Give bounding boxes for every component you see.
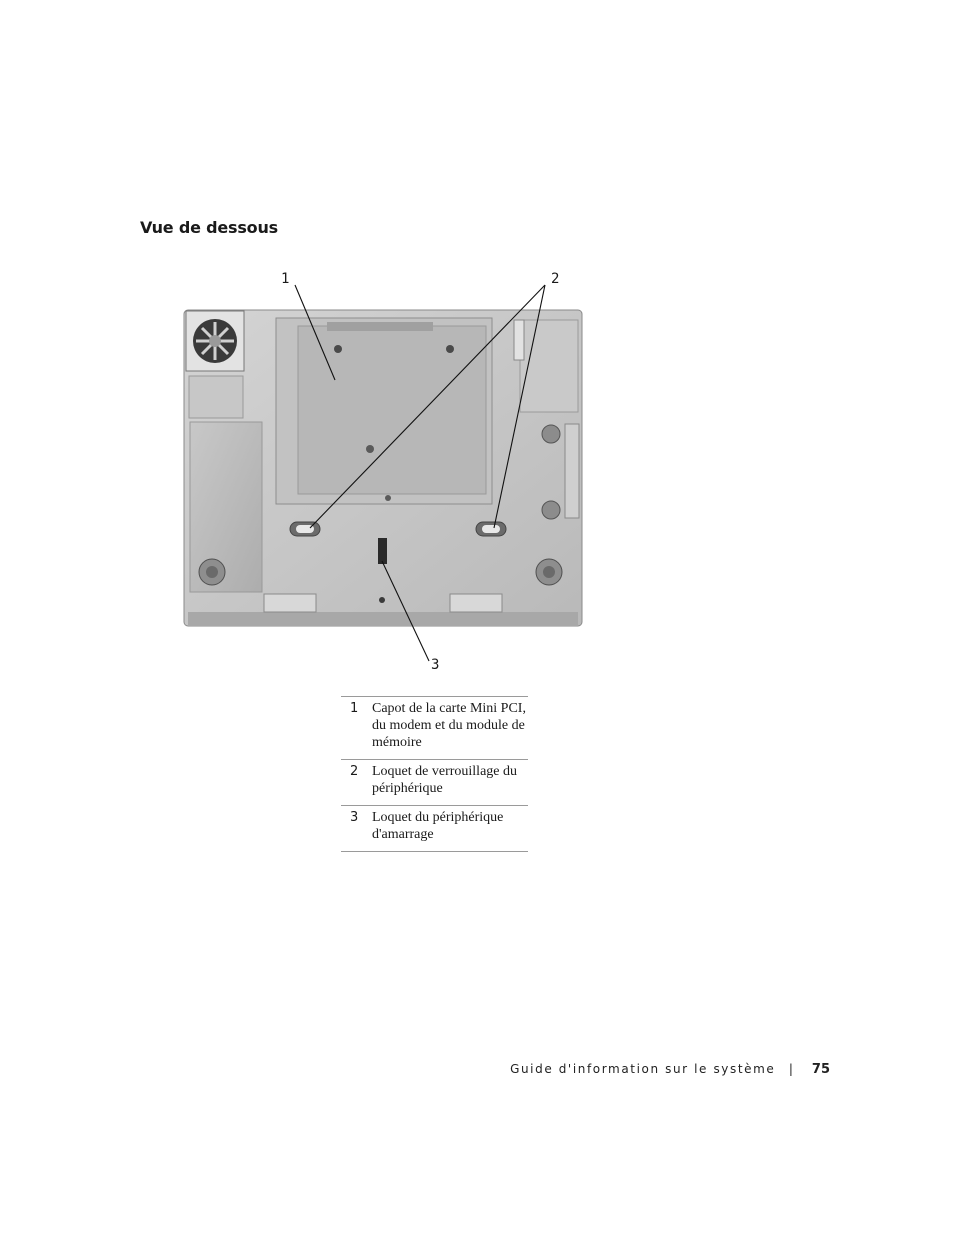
page-number: 75 xyxy=(811,1062,830,1077)
footer-guide-title: Guide d'information sur le système xyxy=(510,1062,776,1076)
legend-number: 1 xyxy=(350,701,359,716)
left-bay xyxy=(189,376,243,418)
page-footer xyxy=(510,1062,830,1077)
callout-3: 3 xyxy=(431,657,440,673)
legend-row xyxy=(341,697,528,760)
legend-row xyxy=(341,760,528,806)
callout-2: 2 xyxy=(551,271,560,287)
callout-1: 1 xyxy=(281,271,290,287)
callout-legend-table xyxy=(341,696,528,852)
legend-text: Loquet du périphérique d'amarrage xyxy=(372,810,504,842)
legend-number: 3 xyxy=(350,810,359,825)
docking-latch xyxy=(378,538,387,564)
legend-text: Loquet de verrouillage du périphérique xyxy=(372,764,518,796)
footer-separator: | xyxy=(788,1062,795,1076)
section-title: Vue de dessous xyxy=(140,218,278,237)
legend-number: 2 xyxy=(350,764,359,779)
legend-row xyxy=(341,806,528,852)
legend-text: Capot de la carte Mini PCI, du modem et du module de mémoire xyxy=(372,701,526,750)
